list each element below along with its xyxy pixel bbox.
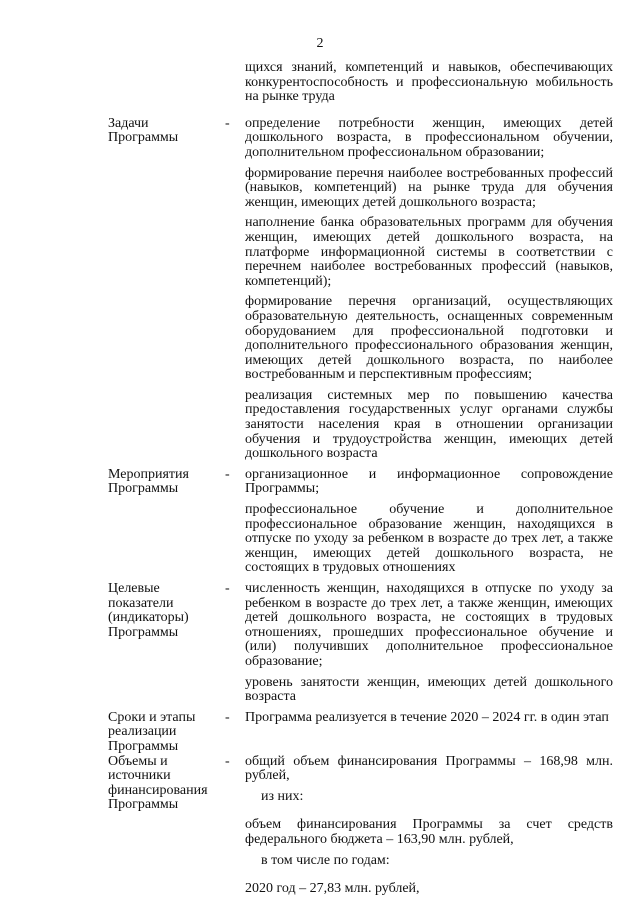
page-number: 2 xyxy=(316,36,324,51)
row-program-tasks xyxy=(108,117,613,468)
paragraph: в том числе по годам: xyxy=(261,852,390,868)
paragraph: Программа реализуется в течение 2020 – 2024 гг. в один этап xyxy=(245,709,609,725)
row-dash: - xyxy=(225,753,230,769)
paragraph: формирование перечня организаций, осуществляющих образовательную деятельность, оснащенных современным оборудованием для профессиональной подготовки и дополнительного профессионального образования женщин, имеющих детей дошкольного возраста, по наиболее востребованным и перспективным профессиям; xyxy=(245,294,613,383)
paragraph: уровень занятости женщин, имеющих детей дошкольного возраста xyxy=(245,674,613,705)
row-terms-stages xyxy=(108,711,613,755)
row-label: Объемы и источники финансирования Программы xyxy=(108,753,208,813)
row-funding xyxy=(108,755,613,903)
row-label: Целевые показатели (индикаторы) Программы xyxy=(108,581,189,640)
row-content xyxy=(245,711,613,732)
paragraph: общий объем финансирования Программы – 168,98 млн. рублей, xyxy=(245,753,613,784)
row-dash: - xyxy=(225,115,230,131)
row-label: Сроки и этапы реализации Программы xyxy=(108,709,196,754)
paragraph: формирование перечня наиболее востребованных профессий (навыков, компетенций) на рынке труда для обучения женщин, имеющих детей дошкольного возраста; xyxy=(245,165,613,210)
paragraph: определение потребности женщин, имеющих детей дошкольного возраста, в профессиональном обучении, дополнительном профессиональном образовании; xyxy=(245,115,613,160)
row-content xyxy=(245,61,613,111)
row-dash: - xyxy=(225,581,230,596)
paragraph: наполнение банка образовательных программ для обучения женщин, имеющих детей дошкольного возраста, на платформе информационной системы в соответствии с перечнем наиболее востребованных профессий (навыков, компетенций); xyxy=(245,215,613,289)
row-goal-continuation xyxy=(108,61,613,111)
row-dash: - xyxy=(225,466,230,482)
row-label: Мероприятия Программы xyxy=(108,466,189,497)
row-content xyxy=(245,117,613,468)
paragraph: численность женщин, находящихся в отпуске по уходу за ребенком в возрасте до трех лет, а также женщин, имеющих детей дошкольного возраста, не состоящих в трудовых отношениях, прошедших профессиональное обучение и (или) получивших дополнительное профессиональное образование; xyxy=(245,581,613,669)
row-dash: - xyxy=(225,709,230,725)
row-program-activities xyxy=(108,468,613,582)
paragraph: организационное и информационное сопровождение Программы; xyxy=(245,466,613,497)
paragraph: реализация системных мер по повышению качества предоставления государственных услуг органами службы занятости населения края в отношении организации обучения и трудоустройства женщин, имеющих детей дошкольного возраста xyxy=(245,387,613,462)
row-label: Задачи Программы xyxy=(108,115,179,146)
paragraph: 2020 год – 27,83 млн. рублей, xyxy=(245,881,420,897)
row-content xyxy=(245,755,613,903)
row-content xyxy=(245,468,613,582)
row-target-indicators xyxy=(108,582,613,711)
paragraph: объем финансирования Программы за счет средств федерального бюджета – 163,90 млн. рублей, xyxy=(245,817,613,847)
row-content xyxy=(245,582,613,711)
paragraph: щихся знаний, компетенций и навыков, обеспечивающих конкурентоспособность и профессиональную мобильность на рынке труда xyxy=(245,60,613,105)
paragraph: из них: xyxy=(261,788,304,804)
program-passport-table xyxy=(108,61,613,903)
paragraph: профессиональное обучение и дополнительное профессиональное образование женщин, находящихся в отпуске по уходу за ребенком в возрасте до трех лет, а также женщин, имеющих детей дошкольного возраста, не состоящих в трудовых отношениях xyxy=(245,502,613,576)
